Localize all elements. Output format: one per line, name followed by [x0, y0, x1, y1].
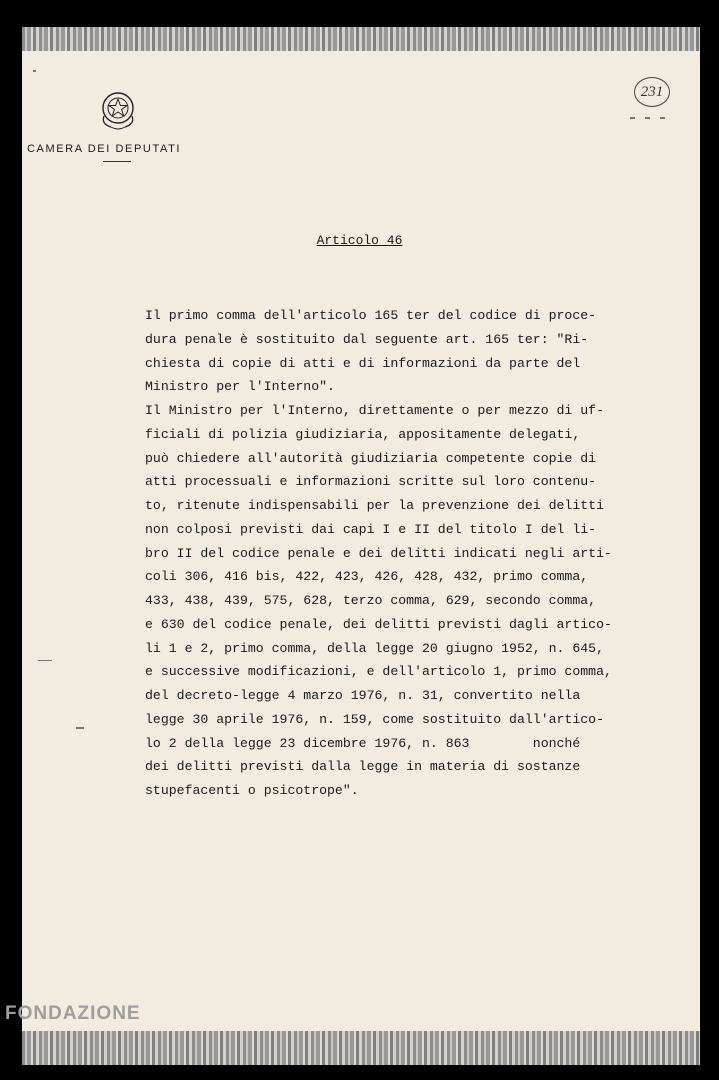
text-line: 433, 438, 439, 575, 628, terzo comma, 629, secondo comma, — [145, 593, 597, 608]
scan-speck — [76, 727, 84, 729]
page-number-stamp: 231 — [634, 77, 670, 107]
scan-edge-top — [22, 27, 700, 51]
scan-speck — [33, 70, 36, 72]
text-line: può chiedere all'autorità giudiziaria competente copie di — [145, 450, 597, 466]
text-line: del decreto-legge 4 marzo 1976, n. 31, convertito nella — [145, 688, 581, 703]
text-line: bro II del codice penale e dei delitti indicati negli arti- — [145, 545, 612, 561]
text-line: Il Ministro per l'Interno, direttamente o per mezzo di uf- — [145, 403, 604, 418]
text-line: e successive modificazioni, e dell'articolo 1, primo comma, — [145, 664, 612, 680]
text-line: dei delitti previsti dalla legge in materia di sostanze — [145, 759, 581, 775]
scan-speck — [645, 117, 650, 119]
article-title — [0, 233, 719, 248]
text-line: Il primo comma dell'articolo 165 ter del codice di proce- — [145, 308, 597, 323]
article-title-text: Articolo 46 — [316, 233, 403, 248]
institution-name: CAMERA DEI DEPUTATI — [27, 143, 182, 155]
text-line: li 1 e 2, primo comma, della legge 20 giugno 1952, n. 645, — [145, 640, 604, 656]
watermark: FONDAZIONE — [5, 1003, 141, 1024]
text-line: coli 306, 416 bis, 422, 423, 426, 428, 432, primo comma, — [145, 569, 589, 585]
text-line: to, ritenute indispensabili per la prevenzione dei delitti — [145, 498, 604, 513]
scan-speck — [38, 660, 52, 661]
text-line: stupefacenti o psicotrope". — [145, 783, 359, 798]
italian-republic-emblem-icon — [97, 88, 139, 132]
text-line: legge 30 aprile 1976, n. 159, come sostituito dall'artico- — [145, 711, 604, 727]
scan-speck — [630, 117, 635, 119]
text-line: Ministro per l'Interno". — [145, 379, 335, 395]
text-line: chiesta di copie di atti e di informazioni da parte del — [145, 355, 581, 371]
text-line: dura penale è sostituito dal seguente art. 165 ter: "Ri- — [145, 331, 589, 347]
scan-speck — [660, 117, 665, 119]
text-line: atti processuali e informazioni scritte sul loro contenu- — [145, 474, 597, 490]
text-line: non colposi previsti dai capi I e II del titolo I del li- — [145, 521, 597, 537]
institution-underline — [103, 161, 131, 162]
text-line: e 630 del codice penale, dei delitti previsti dagli artico- — [145, 616, 612, 632]
article-body — [145, 304, 665, 803]
text-line: lo 2 della legge 23 dicembre 1976, n. 863 nonché — [145, 735, 581, 751]
scan-edge-bottom — [22, 1031, 700, 1065]
text-line: ficiali di polizia giudiziaria, appositamente delegati, — [145, 426, 581, 442]
